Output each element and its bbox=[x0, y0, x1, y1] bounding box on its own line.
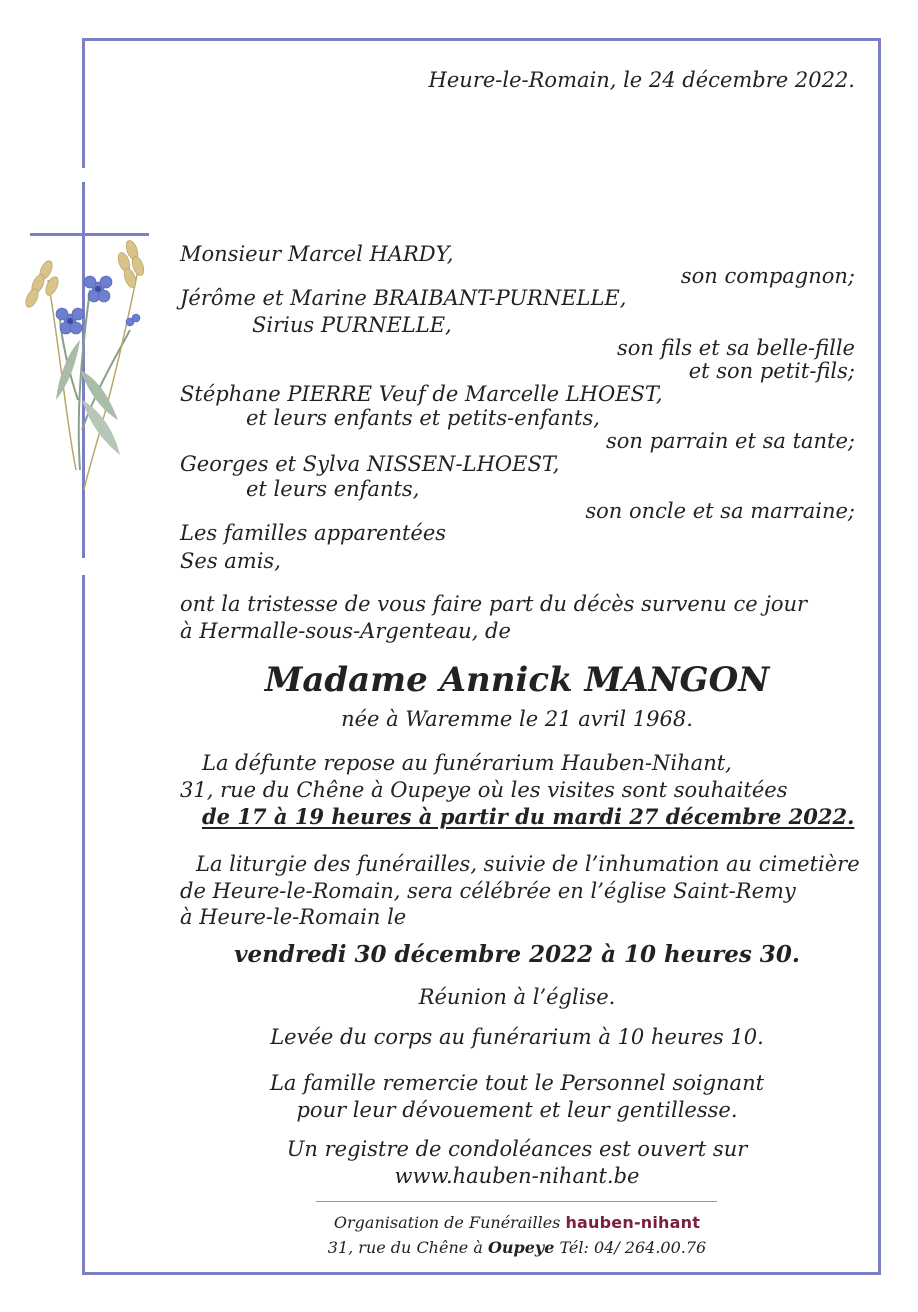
family-member: Les familles apparentées bbox=[180, 521, 447, 545]
liturgy-line: La liturgie des funérailles, suivie de l’inhumation au cimetière bbox=[196, 852, 860, 876]
footer-address: 31, rue du Chêne à bbox=[327, 1238, 483, 1257]
family-relation: son fils et sa belle-fille bbox=[616, 336, 855, 360]
family-relation: son oncle et sa marraine; bbox=[585, 499, 855, 523]
family-member: Georges et Sylva NISSEN-LHOEST, bbox=[180, 452, 560, 476]
announcement-line: ont la tristesse de vous faire part du décès survenu ce jour bbox=[180, 592, 808, 616]
family-relation: et son petit-fils; bbox=[688, 359, 855, 383]
family-relation: son compagnon; bbox=[680, 264, 855, 288]
funerarium-line: 31, rue du Chêne à Oupeye où les visites sont souhaitées bbox=[180, 778, 788, 802]
footer-org: Organisation de Funérailles bbox=[333, 1213, 561, 1232]
family-member: Jérôme et Marine BRAIBANT-PURNELLE, bbox=[180, 286, 627, 310]
footer-phone: Tél: 04/ 264.00.76 bbox=[559, 1238, 707, 1257]
visiting-hours: de 17 à 19 heures à partir du mardi 27 décembre 2022. bbox=[202, 804, 855, 829]
place-date: Heure-le-Romain, le 24 décembre 2022. bbox=[428, 68, 855, 92]
family-relation: son parrain et sa tante; bbox=[605, 429, 855, 453]
family-member: Monsieur Marcel HARDY, bbox=[180, 242, 454, 266]
liturgy-line: de Heure-le-Romain, sera célébrée en l’église Saint-Remy bbox=[180, 879, 796, 903]
thanks-line: pour leur dévouement et leur gentillesse. bbox=[296, 1098, 738, 1122]
reunion-note: Réunion à l’église. bbox=[418, 985, 616, 1009]
cross-horizontal bbox=[30, 233, 149, 236]
family-member: Sirius PURNELLE, bbox=[252, 313, 452, 337]
family-member: et leurs enfants et petits-enfants, bbox=[246, 406, 600, 430]
footer-separator bbox=[316, 1201, 717, 1202]
frame-left-upper bbox=[82, 38, 85, 168]
funeral-date: vendredi 30 décembre 2022 à 10 heures 30. bbox=[234, 941, 800, 968]
family-member: et leurs enfants, bbox=[246, 477, 420, 501]
frame-top bbox=[82, 38, 881, 41]
family-member: Ses amis, bbox=[180, 549, 281, 573]
footer-city: Oupeye bbox=[487, 1238, 555, 1257]
registry-line: Un registre de condoléances est ouvert sur bbox=[286, 1137, 748, 1161]
family-member: Stéphane PIERRE Veuf de Marcelle LHOEST, bbox=[180, 382, 663, 406]
cross-icon bbox=[10, 170, 170, 590]
announcement-line: à Hermalle-sous-Argenteau, de bbox=[180, 619, 511, 643]
levee-note: Levée du corps au funérarium à 10 heures 10. bbox=[270, 1025, 764, 1049]
frame-bottom bbox=[82, 1272, 881, 1275]
deceased-birth: née à Waremme le 21 avril 1968. bbox=[341, 707, 693, 731]
footer-org-line bbox=[180, 1211, 854, 1234]
funerarium-line: La défunte repose au funérarium Hauben-Nihant, bbox=[202, 751, 732, 775]
thanks-line: La famille remercie tout le Personnel soignant bbox=[269, 1071, 765, 1095]
frame-right bbox=[878, 38, 881, 1275]
footer-address-line bbox=[180, 1236, 854, 1259]
frame-left-lower bbox=[82, 575, 85, 1275]
brand-logo: hauben-nihant bbox=[565, 1213, 701, 1232]
cross-vertical bbox=[82, 182, 85, 558]
registry-url[interactable]: www.hauben-nihant.be bbox=[394, 1164, 640, 1188]
deceased-name: Madame Annick MANGON bbox=[264, 660, 770, 700]
liturgy-line: à Heure-le-Romain le bbox=[180, 905, 407, 929]
